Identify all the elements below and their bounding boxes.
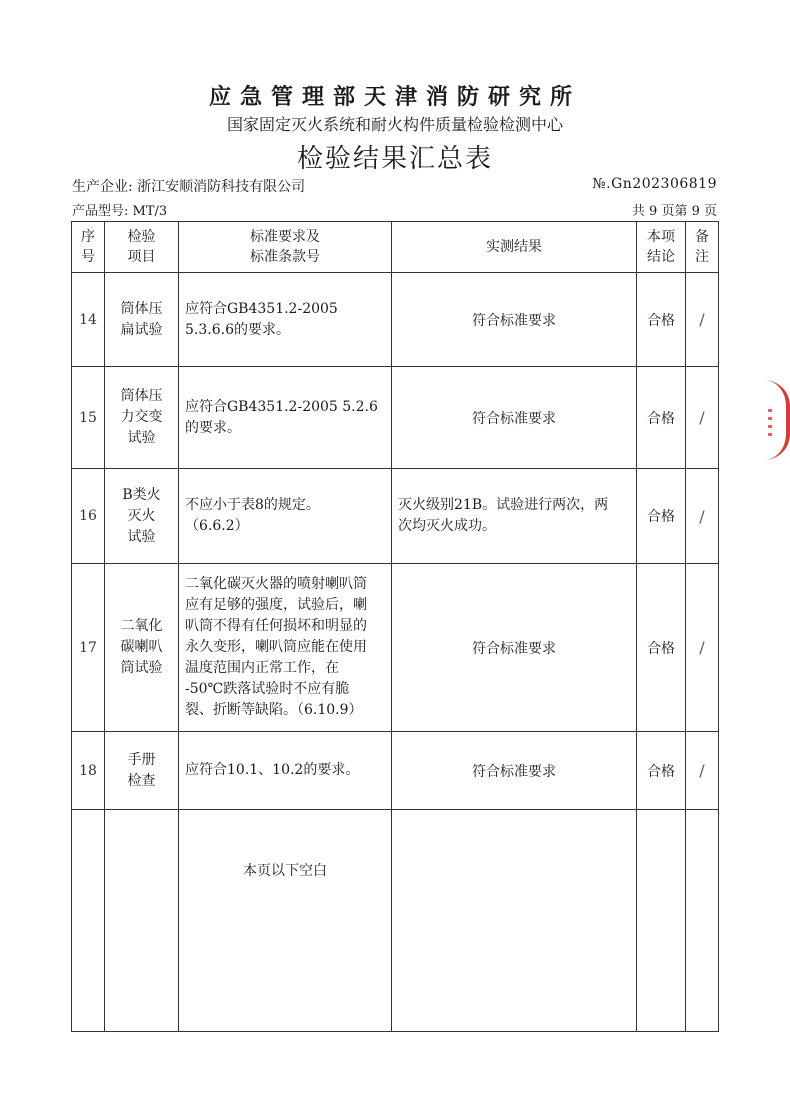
blank-cell-conclusion xyxy=(637,810,686,1032)
header-standard xyxy=(179,222,392,273)
table-row xyxy=(72,732,719,810)
document-title: 检验结果汇总表 xyxy=(296,144,493,174)
cell-seq: 18 xyxy=(72,732,105,810)
cell-standard: 应符合GB4351.2-2005 5.3.6.6的要求。 xyxy=(179,273,392,367)
company-label: 生产企业: 浙江安顺消防科技有限公司 xyxy=(72,179,306,195)
cell-note: / xyxy=(686,564,719,732)
report-number: №.Gn202306819 xyxy=(592,176,717,192)
cell-standard: 应符合10.1、10.2的要求。 xyxy=(179,732,392,810)
header-result xyxy=(392,222,637,273)
blank-cell-note xyxy=(686,810,719,1032)
table-row xyxy=(72,564,719,732)
cell-standard: 不应小于表8的规定。 （6.6.2） xyxy=(179,469,392,564)
cell-seq: 14 xyxy=(72,273,105,367)
cell-note: / xyxy=(686,273,719,367)
header-conclusion xyxy=(637,222,686,273)
table-header-row xyxy=(72,222,719,273)
cell-note: / xyxy=(686,732,719,810)
cell-result: 符合标准要求 xyxy=(392,367,637,469)
cell-conclusion: 合格 xyxy=(637,564,686,732)
header-item-text: 检验 项目 xyxy=(127,229,156,265)
table-row xyxy=(72,273,719,367)
header-result-text: 实测结果 xyxy=(486,239,542,255)
page-info: 共 9 页第 9 页 xyxy=(631,204,717,219)
cell-item: 筒体压 力交变 试验 xyxy=(105,367,179,469)
blank-note: 本页以下空白 xyxy=(179,810,392,1032)
cell-result: 符合标准要求 xyxy=(392,273,637,367)
blank-cell-seq xyxy=(72,810,105,1032)
meta-row-company xyxy=(72,176,717,196)
cell-conclusion: 合格 xyxy=(637,367,686,469)
blank-cell-result xyxy=(392,810,637,1032)
cell-note: / xyxy=(686,367,719,469)
cell-item: B类火 灭火 试验 xyxy=(105,469,179,564)
table-row xyxy=(72,367,719,469)
header-seq xyxy=(72,222,105,273)
cell-result: 符合标准要求 xyxy=(392,564,637,732)
cell-conclusion: 合格 xyxy=(637,469,686,564)
cell-seq: 16 xyxy=(72,469,105,564)
results-table xyxy=(71,221,719,1032)
cell-result: 灭火级别21B。试验进行两次，两 次均灭火成功。 xyxy=(392,469,637,564)
cell-seq: 17 xyxy=(72,564,105,732)
blank-row xyxy=(72,810,719,1032)
cell-item: 筒体压 扁试验 xyxy=(105,273,179,367)
header-standard-text: 标准要求及 标准条款号 xyxy=(250,229,320,265)
meta-row-model xyxy=(72,200,717,219)
cell-item: 二氧化 碳喇叭 筒试验 xyxy=(105,564,179,732)
cell-standard: 应符合GB4351.2-2005 5.2.6 的要求。 xyxy=(179,367,392,469)
model-label: 产品型号: MT/3 xyxy=(72,204,168,219)
header-seq-text: 序 号 xyxy=(81,229,95,265)
header-note-text: 备 注 xyxy=(695,229,709,265)
cell-conclusion: 合格 xyxy=(637,732,686,810)
header-conclusion-text: 本项 结论 xyxy=(647,229,675,265)
cell-conclusion: 合格 xyxy=(637,273,686,367)
header-note xyxy=(686,222,719,273)
cell-result: 符合标准要求 xyxy=(392,732,637,810)
header-item xyxy=(105,222,179,273)
org-title: 应急管理部天津消防研究所 xyxy=(208,85,581,110)
cell-seq: 15 xyxy=(72,367,105,469)
cell-item: 手册 检查 xyxy=(105,732,179,810)
center-title: 国家固定灭火系统和耐火构件质量检验检测中心 xyxy=(226,115,563,134)
cell-note: / xyxy=(686,469,719,564)
table-row xyxy=(72,469,719,564)
seal-stamp-marks xyxy=(768,404,776,444)
cell-standard: 二氧化碳灭火器的喷射喇叭筒 应有足够的强度，试验后，喇 叭筒不得有任何损坏和明显的 永久变形，喇叭筒应能在使用 温度范围内正常工作，在 -50℃跌落试验时不应有脆 裂、折断等缺陷。（6.10.9） xyxy=(179,564,392,732)
blank-cell-item xyxy=(105,810,179,1032)
